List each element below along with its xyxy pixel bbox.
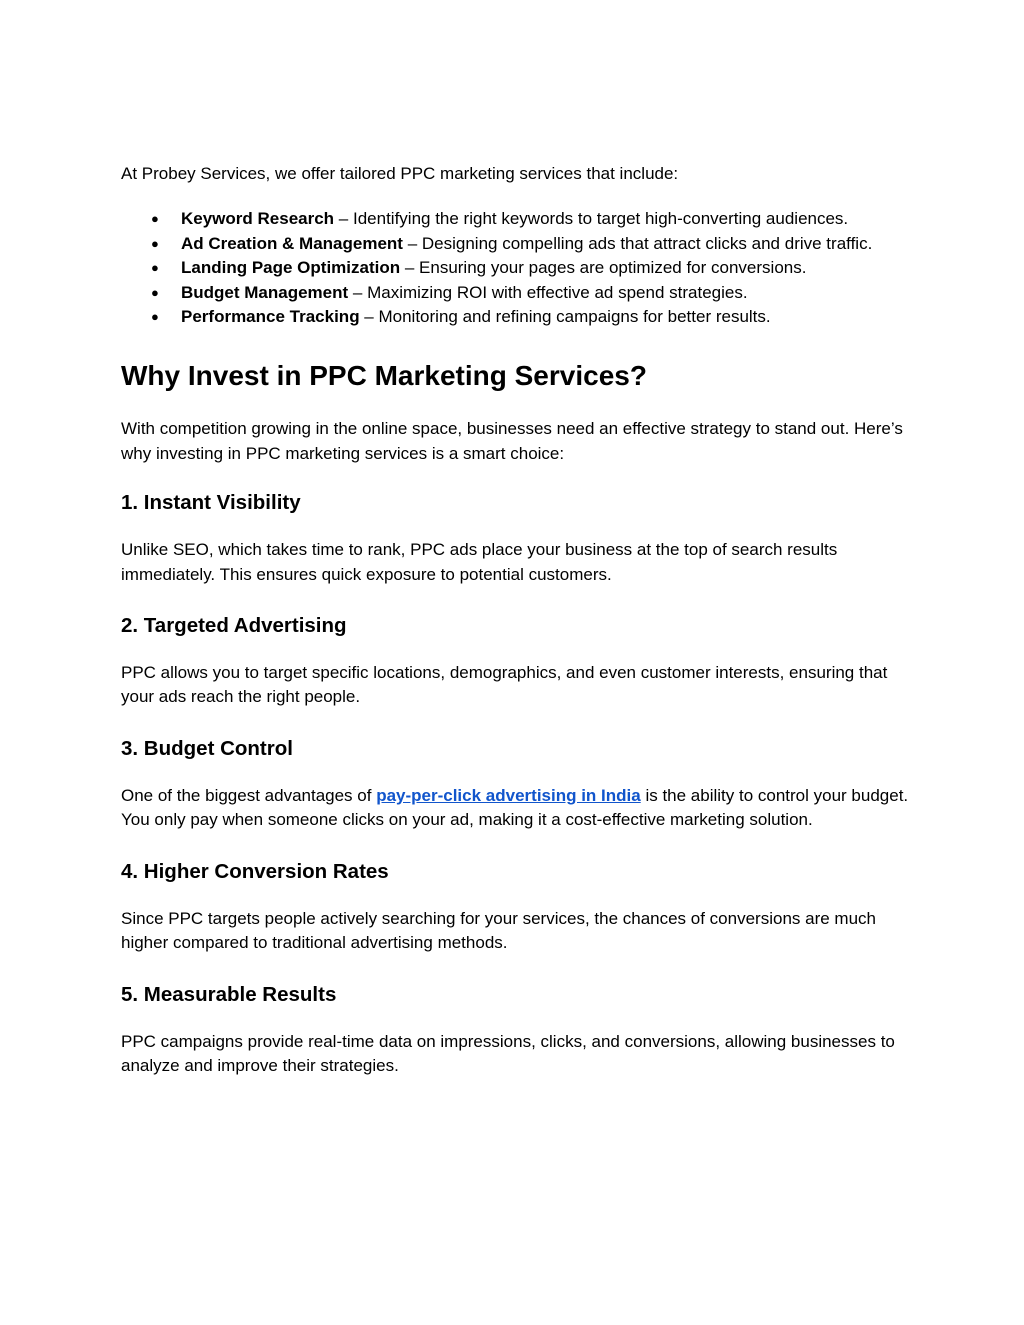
list-item-text: – Maximizing ROI with effective ad spend strategies.: [348, 282, 748, 302]
list-item-text: – Monitoring and refining campaigns for better results.: [359, 307, 771, 327]
list-item-title: Landing Page Optimization: [181, 258, 401, 278]
paragraph-higher-conversion-rates: Since PPC targets people actively searching for your services, the chances of conversions are much higher compared to traditional advertising methods.: [121, 908, 876, 953]
list-item-title: Ad Creation & Management: [181, 233, 403, 253]
bullet-icon: ●: [151, 260, 159, 276]
list-item-text: – Designing compelling ads that attract clicks and drive traffic.: [402, 233, 873, 253]
paragraph-targeted-advertising: PPC allows you to target specific locations, demographics, and even customer interests, ensuring that your ads reach the right people.: [121, 663, 888, 707]
list-item: [121, 305, 911, 329]
subheading-targeted-advertising: 2. Targeted Advertising: [121, 614, 347, 638]
paragraph-instant-visibility: Unlike SEO, which takes time to rank, PPC ads place your business at the top of search results immediately. This ensures quick exposure to potential customers.: [121, 540, 838, 584]
list-item-text: – Ensuring your pages are optimized for conversions.: [400, 258, 807, 278]
bullet-icon: ●: [151, 309, 159, 325]
list-item-title: Keyword Research: [181, 209, 335, 229]
subheading-budget-control: 3. Budget Control: [121, 736, 293, 760]
list-item: [121, 207, 911, 231]
list-item: [121, 281, 911, 305]
bullet-icon: ●: [151, 284, 159, 300]
paragraph-text-before-link: One of the biggest advantages of: [121, 785, 377, 805]
bullet-icon: ●: [151, 211, 159, 227]
services-list: [121, 207, 911, 329]
subheading-instant-visibility: 1. Instant Visibility: [121, 491, 301, 515]
bullet-icon: ●: [151, 235, 159, 251]
intro-paragraph: At Probey Services, we offer tailored PPC marketing services that include:: [121, 164, 679, 183]
subheading-higher-conversion-rates: 4. Higher Conversion Rates: [121, 859, 389, 883]
document-page: [121, 162, 911, 1078]
paragraph-measurable-results: PPC campaigns provide real-time data on impressions, clicks, and conversions, allowing businesses to analyze and improve their strategies.: [121, 1031, 895, 1075]
list-item: [121, 256, 911, 280]
ppc-india-link[interactable]: pay-per-click advertising in India: [376, 785, 641, 805]
heading-intro-paragraph: With competition growing in the online space, businesses need an effective strategy to stand out. Here’s why investing in PPC marketing services is a smart choice:: [121, 419, 903, 463]
list-item-text: – Identifying the right keywords to target high-converting audiences.: [334, 209, 849, 229]
list-item: [121, 232, 911, 256]
list-item-title: Performance Tracking: [181, 307, 360, 327]
section-heading: Why Invest in PPC Marketing Services?: [121, 360, 647, 392]
paragraph-text-after-link: is the ability to control your budget. You only pay when someone clicks on your ad, making it a cost-effective marketing solution.: [121, 785, 909, 830]
list-item-title: Budget Management: [181, 282, 349, 302]
subheading-measurable-results: 5. Measurable Results: [121, 982, 337, 1006]
paragraph-budget-control: [121, 784, 911, 833]
